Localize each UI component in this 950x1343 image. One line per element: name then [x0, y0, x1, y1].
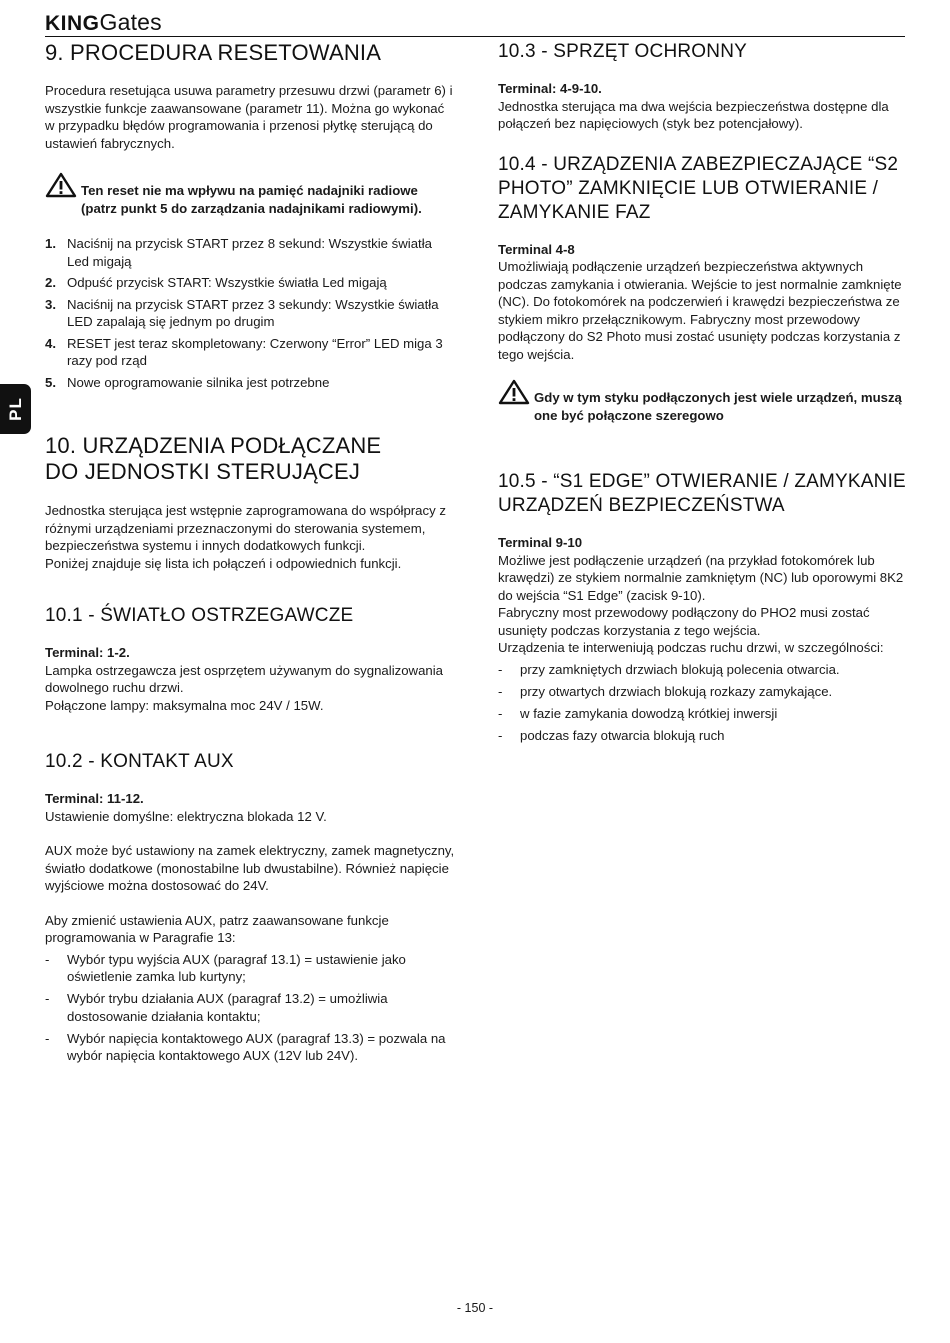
section-10-2-default: Ustawienie domyślne: elektryczna blokada 12 V. — [45, 808, 327, 824]
list-item: - Wybór typu wyjścia AUX (paragraf 13.1) = ustawienie jako oświetlenie zamka lub kurtyny; — [45, 951, 406, 984]
section-9-title: 9. PROCEDURA RESETOWANIA — [45, 40, 382, 65]
section-10-3 — [498, 40, 906, 133]
section-10-1-power: Połączone lampy: maksymalna moc 24V / 15W. — [45, 697, 324, 713]
section-9-warning — [45, 172, 457, 217]
list-item: - przy zamkniętych drzwiach blokują polecenia otwarcia. — [498, 661, 840, 677]
section-10-3-terminal: Terminal: 4-9-10. — [498, 81, 602, 96]
section-10-1 — [45, 604, 457, 714]
section-10-4-warning-text: Gdy w tym styku podłączonych jest wiele urządzeń, muszą one być połączone szeregowo — [534, 390, 902, 423]
section-10-5-para-1: Możliwe jest podłączenie urządzeń (na przykład fotokomórek lub krawędzi) ze stykiem normalnie zamkniętym (NC) lub oporowymi 8K2 do wejścia “S1 Edge” (zacisk 9-10). — [498, 552, 904, 603]
section-10-5-title: 10.5 - “S1 EDGE” OTWIERANIE / ZAMYKANIE URZĄDZEŃ BEZPIECZEŃSTWA — [498, 471, 906, 516]
reset-steps-list — [45, 235, 457, 391]
section-10-2-title: 10.2 - KONTAKT AUX — [45, 751, 234, 772]
list-item: - Wybór napięcia kontaktowego AUX (paragraf 13.3) = pozwala na wybór napięcia kontaktowego AUX (12V lub 24V). — [45, 1030, 446, 1063]
section-10-2 — [45, 750, 457, 1065]
list-item: 3. Naciśnij na przycisk START przez 3 sekundy: Wszystkie światła LED zapalają się jednym po drugim — [45, 296, 439, 329]
list-item: - w fazie zamykania dowodzą krótkiej inwersji — [498, 705, 778, 721]
section-10-3-title: 10.3 - SPRZĘT OCHRONNY — [498, 41, 747, 62]
warning-icon — [498, 379, 530, 405]
language-tab — [0, 384, 31, 434]
list-item: - przy otwartych drzwiach blokują rozkazy zamykające. — [498, 683, 833, 699]
section-10-4 — [498, 153, 906, 425]
list-item: 2. Odpuść przycisk START: Wszystkie światła Led migają — [45, 275, 387, 290]
section-10-5 — [498, 470, 906, 744]
list-item: 1. Naciśnij na przycisk START przez 8 sekund: Wszystkie światła Led migają — [45, 236, 432, 269]
list-item: 4. RESET jest teraz skompletowany: Czerwony “Error” LED miga 3 razy pod rząd — [45, 335, 443, 368]
page-number: - 150 - — [456, 1301, 494, 1315]
section-9-intro: Procedura resetująca usuwa parametry przesuwu drzwi (parametr 6) i wszystkie funkcje zaawansowane (parametr 11). Można go wykonać w przypadku błędów programowania i przenosi płytkę sterującą do ustawień fabrycznych. — [45, 83, 453, 151]
warning-icon — [45, 172, 77, 198]
section-10-2-para-2: Aby zmienić ustawienia AUX, patrz zaawansowane funkcje programowania w Paragrafie 13: — [45, 912, 389, 945]
logo-king: KING — [45, 12, 100, 35]
section-10-2-para-1: AUX może być ustawiony na zamek elektryczny, zamek magnetyczny, światło dodatkowe (monostabilne lub dwustabilne). Również napięcie wyjściowe można dostosować do 24V. — [45, 843, 455, 893]
section-10-3-text: Jednostka sterująca ma dwa wejścia bezpieczeństwa dostępne dla połączeń bez napięciowych (styk bez potencjałowy). — [498, 98, 889, 131]
brand-logo — [45, 9, 162, 35]
section-10-1-terminal: Terminal: 1-2. — [45, 645, 130, 660]
section-10-1-title: 10.1 - ŚWIATŁO OSTRZEGAWCZE — [45, 605, 354, 626]
section-10-4-warning — [498, 379, 906, 424]
left-column — [45, 40, 457, 1069]
section-10-1-text: Lampka ostrzegawcza jest osprzętem używanym do sygnalizowania dowolnego ruchu drzwi. — [45, 662, 444, 695]
section-10-4-terminal: Terminal 4-8 — [498, 241, 575, 257]
section-10-intro: Jednostka sterująca jest wstępnie zaprogramowana do współpracy z różnymi urządzeniami przeznaczonymi do sterowania systemem, bezpieczeństwa systemu i innych dodatkowych funkcji. — [45, 503, 446, 553]
header-divider — [45, 36, 905, 37]
section-10-5-para-3: Urządzenia te interweniują podczas ruchu drzwi, w szczególności: — [498, 640, 884, 655]
list-item: 5. Nowe oprogramowanie silnika jest potrzebne — [45, 374, 330, 390]
section-10-4-text: Umożliwiają podłączenie urządzeń bezpieczeństwa aktywnych podczas zamykania i otwierania. Wejście to jest normalnie zamknięte (NC). Do fotokomórek na podczerwień i krawędzi bezpieczeństwa ze stykiem mikro przełącznikowym. Fabryczny most przewodowy podłączony do S2 Photo musi zostać usunięty podczas korzystania z tego wejścia. — [498, 259, 902, 362]
section-10-2-terminal: Terminal: 11-12. — [45, 791, 144, 806]
section-10-5-terminal: Terminal 9-10 — [498, 535, 583, 550]
list-item: - podczas fazy otwarcia blokują ruch — [498, 727, 725, 743]
section-10-title: 10. URZĄDZENIA PODŁĄCZANE DO JEDNOSTKI STERUJĄCEJ — [45, 433, 382, 484]
s1-edge-behaviour-list — [498, 661, 906, 745]
right-column — [498, 40, 906, 749]
list-item: - Wybór trybu działania AUX (paragraf 13.2) = umożliwia dostosowanie działania kontaktu; — [45, 991, 388, 1024]
section-9-warning-text: Ten reset nie ma wpływu na pamięć nadajniki radiowe (patrz punkt 5 do zarządzania nadajnikami radiowymi). — [81, 183, 422, 216]
section-10-5-para-2: Fabryczny most przewodowy podłączony do PHO2 musi zostać usunięty podczas korzystania z tego wejścia. — [498, 605, 870, 638]
language-tab-label: PL — [5, 397, 25, 421]
section-10 — [45, 433, 457, 572]
section-9 — [45, 40, 457, 391]
section-10-4-title: 10.4 - URZĄDZENIA ZABEZPIECZAJĄCE “S2 PHOTO” ZAMKNIĘCIE LUB OTWIERANIE / ZAMYKANIE FAZ — [498, 153, 899, 223]
section-10-intro-2: Poniżej znajduje się lista ich połączeń i odpowiednich funkcji. — [45, 555, 402, 571]
aux-options-list — [45, 951, 457, 1065]
logo-gates: Gates — [99, 9, 162, 35]
